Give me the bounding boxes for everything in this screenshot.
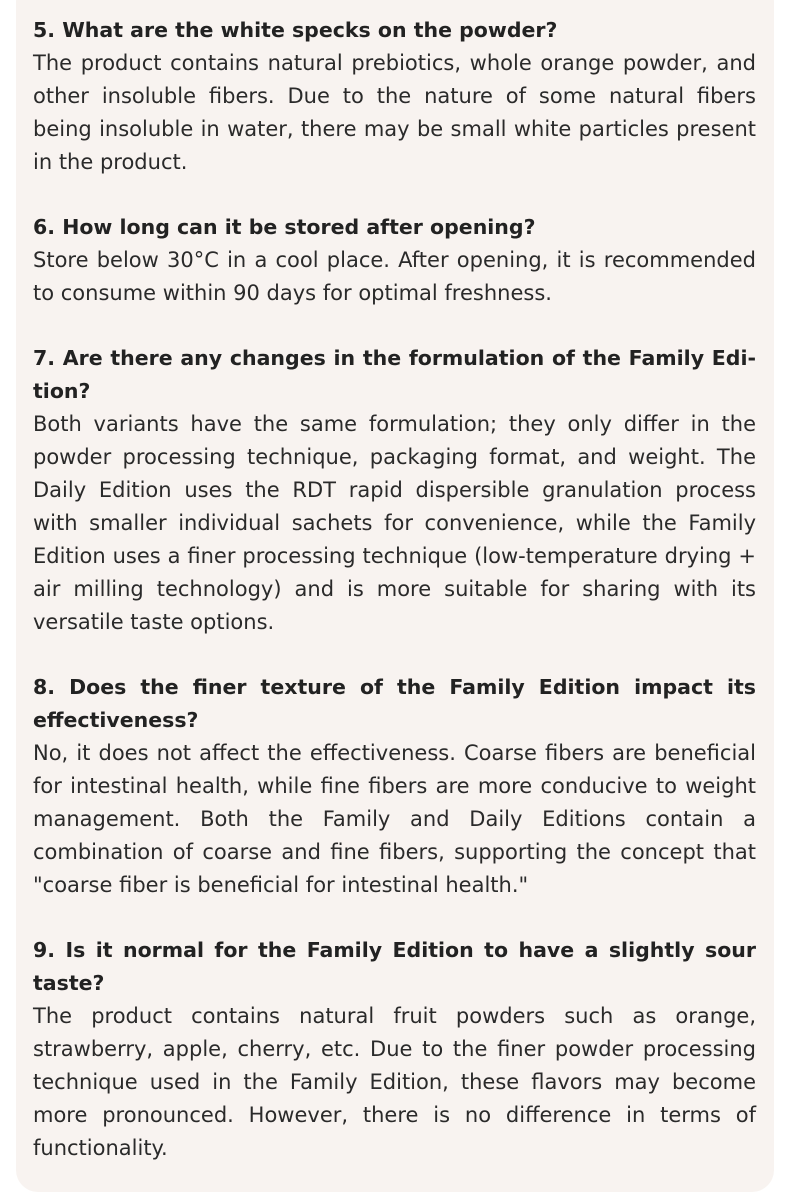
faq-question: 6. How long can it be stored after opening? (33, 215, 536, 239)
faq-card (16, 0, 774, 1192)
faq-answer: No, it does not affect the effectiveness. Coarse fibers are beneficial for intestinal health, while fine fibers are more conducive to weight management. Both the Family and Daily Editions contain a combination of coarse and fine fibers, supporting the concept that "coarse fiber is beneficial for intestinal health." (33, 741, 756, 897)
faq-item-9 (33, 934, 756, 1165)
faq-question: 9. Is it normal for the Family Edition to have a slightly sour taste? (33, 938, 756, 995)
faq-answer: Both variants have the same formulation; they only differ in the powder processing technique, packaging format, and weight. The Daily Edition uses the RDT rapid dispersible granulation process with smaller individual sachets for convenience, while the Family Edition uses a finer processing technique (low-temperature drying + air milling technology) and is more suitable for sharing with its versatile taste options. (33, 412, 756, 634)
faq-answer: Store below 30°C in a cool place. After opening, it is recommended to consume within 90 days for optimal freshness. (33, 248, 756, 305)
faq-answer: The product contains natural prebiotics, whole orange powder, and other insoluble fibers. Due to the nature of some natural fibers being insoluble in water, there may be small white particles present in the product. (33, 51, 756, 174)
faq-item-7 (33, 342, 756, 639)
faq-question: 8. Does the finer texture of the Family Edition impact its effectiveness? (33, 675, 756, 732)
faq-item-8 (33, 671, 756, 902)
faq-question: 7. Are there any changes in the formulation of the Family Edition? (33, 346, 756, 403)
faq-question: 5. What are the white specks on the powder? (33, 18, 558, 42)
faq-item-6 (33, 211, 756, 310)
faq-answer: The product contains natural fruit powders such as orange, strawberry, apple, cherry, etc. Due to the finer powder processing technique used in the Family Edition, these flavors may become more pronounced. However, there is no difference in terms of functionality. (33, 1004, 756, 1160)
faq-item-5 (33, 14, 756, 179)
